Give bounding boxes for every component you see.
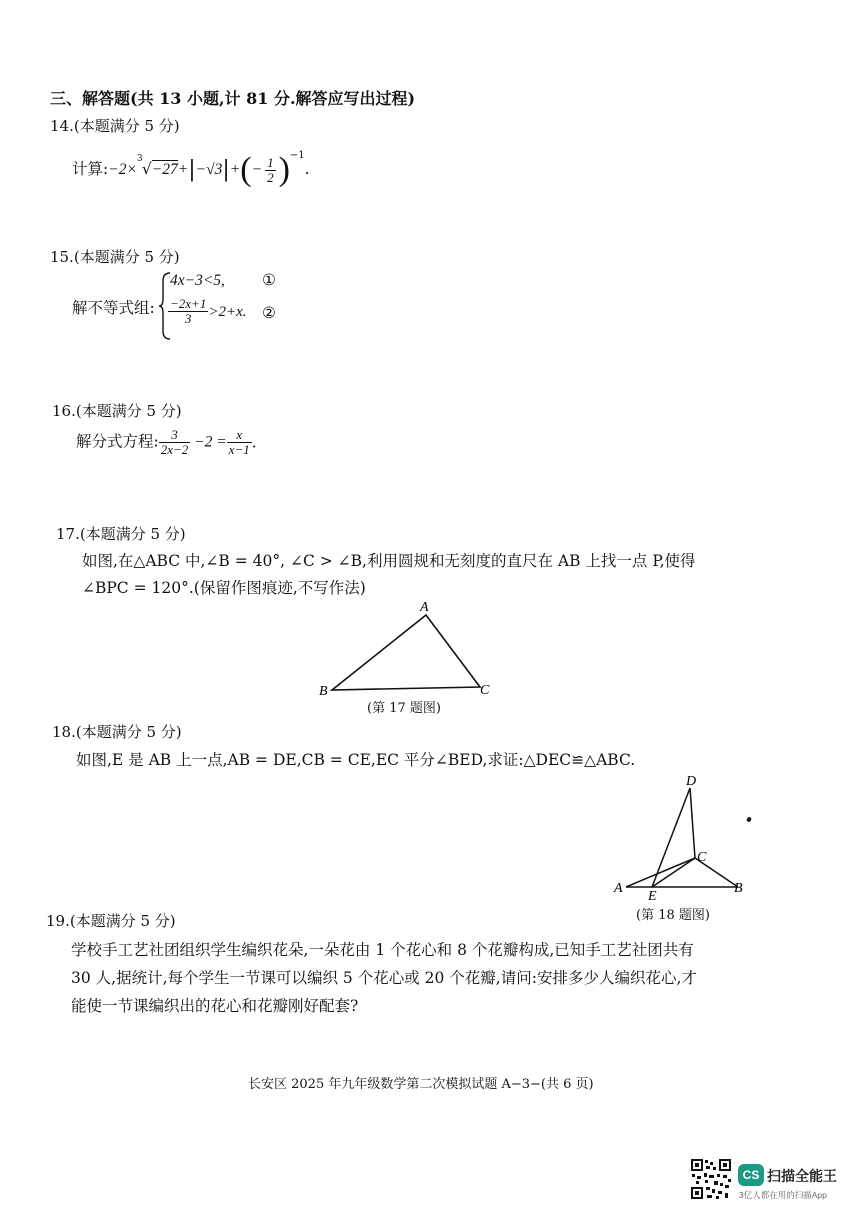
q15-line2-den: 3 [184, 311, 192, 326]
q14-expression: 计算:−2× 3 √−27+|−√3|+(− $\frac{1}{2}$ )$^{-1}$. [72, 150, 310, 189]
q15-marker1: ① [262, 271, 276, 289]
q16-end: . [251, 433, 257, 452]
q16-prefix: 解分式方程: [76, 432, 159, 451]
q15-marker2: ② [262, 304, 276, 322]
scanner-tagline: 3亿人都在用的扫描App [739, 1190, 827, 1200]
q15-line2-rest: >2+x. [208, 304, 247, 320]
q16-frac2-den: x−1 [228, 442, 250, 457]
q14-expr-b: + [177, 161, 189, 179]
q16-frac2-num: x [227, 428, 252, 443]
q17-figure [312, 598, 502, 698]
q18-segment-dc [690, 788, 695, 858]
q17-label-c: C [480, 683, 490, 698]
q18-segment-de [652, 788, 690, 887]
q14-expr-a: −2× [108, 161, 137, 179]
q14-prefix: 计算: [72, 160, 109, 179]
q17-triangle [332, 615, 480, 690]
q16-mid: −2 = [190, 433, 227, 451]
q18-header: 18.(本题满分 5 分) [52, 723, 182, 741]
q16-equation [76, 428, 257, 457]
q14-expr-c: + [229, 161, 241, 179]
q14-paren-minus: − [251, 161, 263, 179]
q14-cube-index: 3 [136, 154, 143, 165]
q14-cube-radicand: −27 [151, 161, 178, 179]
q15-line2 [168, 297, 246, 326]
q18-figure [610, 770, 760, 900]
q16-frac2 [227, 428, 252, 457]
q18-segment-ec [652, 858, 695, 887]
q18-label-d: D [686, 774, 697, 789]
q14-cube-root: 3 √−27 [136, 154, 178, 179]
q15-line1: 4x−3<5, [170, 272, 225, 289]
q14-frac-den: 2 [267, 169, 274, 185]
q15-line2-num: −2x+1 [170, 296, 207, 311]
q15-line2-frac [168, 297, 208, 326]
q19-line2: 30 人,据统计,每个学生一节课可以编织 5 个花心或 20 个花瓣,请问:安排多少人编织花心,才 [71, 969, 697, 987]
q14-end: . [304, 160, 310, 179]
page-footer: 长安区 2025 年九年级数学第二次模拟试题 A−3−(共 6 页) [248, 1077, 594, 1092]
q16-frac1-num: 3 [159, 428, 191, 443]
q17-line2: ∠BPC = 120°.(保留作图痕迹,不写作法) [82, 579, 366, 597]
q18-label-a: A [614, 881, 623, 896]
scanner-app-name: 扫描全能王 [767, 1168, 837, 1184]
section-header: 三、解答题(共 13 小题,计 81 分.解答应写出过程) [50, 89, 416, 108]
q18-label-e: E [648, 889, 657, 900]
q14-exponent: −1 [289, 150, 305, 161]
q18-line1: 如图,E 是 AB 上一点,AB = DE,CB = CE,EC 平分∠BED,求证:△DEC≌△ABC. [76, 751, 636, 769]
q16-frac1 [159, 428, 191, 457]
q17-label-a: A [420, 600, 429, 615]
q19-header: 19.(本题满分 5 分) [46, 912, 176, 930]
q19-line1: 学校手工艺社团组织学生编织花朵,一朵花由 1 个花心和 8 个花瓣构成,已知手工艺社团共有 [71, 941, 694, 959]
q14-frac-num: 1 [267, 154, 274, 170]
qr-code-icon [690, 1158, 732, 1200]
q17-line1: 如图,在△ABC 中,∠B = 40°, ∠C > ∠B,利用圆规和无刻度的直尺在 AB 上找一点 P,使得 [82, 552, 696, 570]
q16-header: 16.(本题满分 5 分) [52, 402, 182, 420]
q17-label-b: B [319, 684, 328, 698]
q18-segment-ac [626, 858, 695, 887]
q19-line3: 能使一节课编织出的花心和花瓣刚好配套? [71, 997, 359, 1015]
q18-label-b: B [734, 881, 743, 896]
q15-prefix: 解不等式组: [72, 299, 155, 317]
q15-header: 15.(本题满分 5 分) [50, 248, 180, 266]
q17-caption: (第 17 题图) [367, 701, 441, 716]
q14-abs-inner: −√3 [195, 161, 223, 179]
q16-frac1-den: 2x−2 [160, 442, 189, 457]
q14-fraction [265, 156, 276, 185]
q18-label-c: C [697, 850, 707, 865]
q17-header: 17.(本题满分 5 分) [56, 525, 186, 543]
q18-caption: (第 18 题图) [636, 908, 710, 923]
scanner-logo-badge: CS [738, 1164, 764, 1186]
q14-header: 14.(本题满分 5 分) [50, 117, 180, 135]
